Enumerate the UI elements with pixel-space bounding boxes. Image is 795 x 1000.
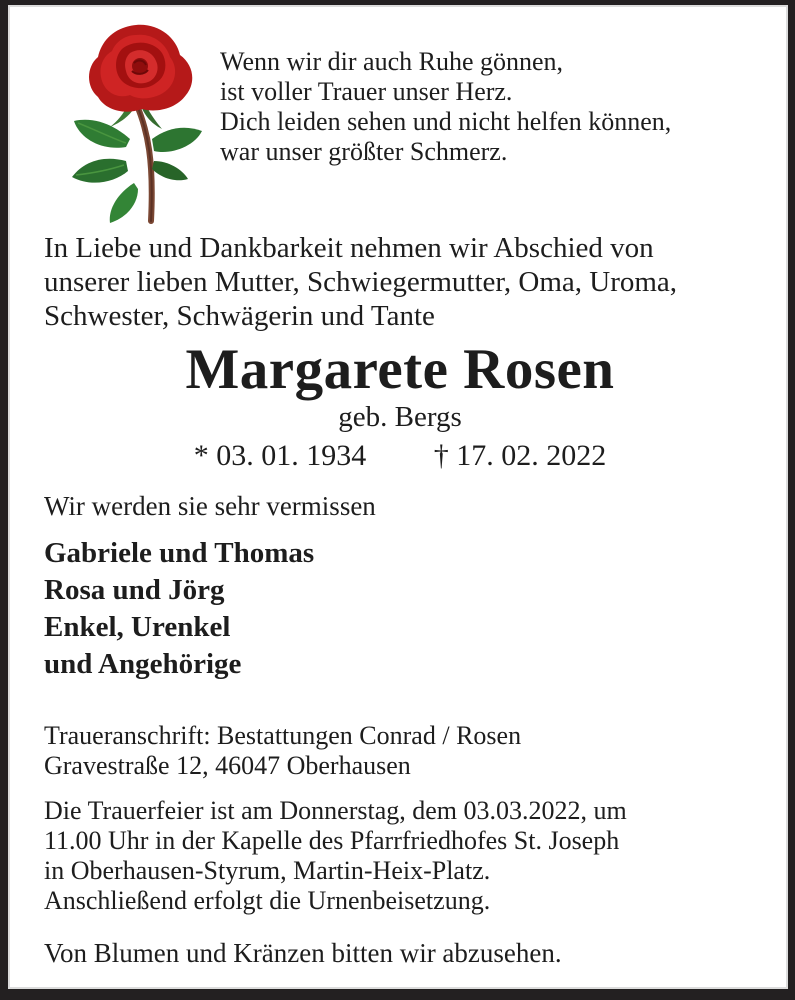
memorial-poem — [220, 7, 756, 167]
address-line: Gravestraße 12, 46047 Oberhausen — [44, 751, 411, 780]
mourners-list — [44, 535, 756, 683]
mourner-line: Rosa und Jörg — [44, 574, 225, 606]
mourner-line: Enkel, Urenkel — [44, 611, 231, 643]
funeral-service-details — [44, 796, 756, 916]
intro-line: unserer lieben Mutter, Schwiegermutter, Oma, Uroma, — [44, 266, 678, 298]
birth-date: * 03. 01. 1934 — [193, 439, 367, 472]
service-line: Die Trauerfeier ist am Donnerstag, dem 03.03.2022, um — [44, 796, 627, 825]
poem-line: ist voller Trauer unser Herz. — [220, 77, 513, 106]
address-line: Traueranschrift: Bestattungen Conrad / Rosen — [44, 721, 522, 750]
life-dates — [44, 438, 756, 474]
deceased-name: Margarete Rosen — [185, 338, 615, 401]
poem-line: Wenn wir dir auch Ruhe gönnen, — [220, 47, 564, 76]
farewell-line: Wir werden sie sehr vermissen — [44, 491, 376, 521]
flowers-note: Von Blumen und Kränzen bitten wir abzusehen. — [44, 938, 562, 968]
service-line: 11.00 Uhr in der Kapelle des Pfarrfriedhofes St. Joseph — [44, 826, 620, 855]
rose-stem — [136, 103, 152, 221]
mourning-address — [44, 721, 756, 781]
farewell-intro — [44, 231, 756, 333]
death-date: † 17. 02. 2022 — [433, 439, 607, 472]
mourner-line: Gabriele und Thomas — [44, 537, 315, 569]
maiden-name: geb. Bergs — [338, 401, 462, 433]
rose-leaf-lower-right — [152, 161, 188, 180]
header-section — [44, 7, 756, 225]
intro-line: In Liebe und Dankbarkeit nehmen wir Abschied von — [44, 232, 654, 264]
poem-line: war unser größter Schmerz. — [220, 137, 508, 166]
service-line: Anschließend erfolgt die Urnenbeisetzung. — [44, 886, 491, 915]
obituary-inner-frame — [8, 5, 788, 989]
service-line: in Oberhausen-Styrum, Martin-Heix-Platz. — [44, 856, 491, 885]
intro-line: Schwester, Schwägerin und Tante — [44, 300, 435, 332]
rose-leaf-right — [152, 128, 202, 152]
mourner-line: und Angehörige — [44, 648, 242, 680]
red-rose-image — [58, 19, 220, 225]
rose-leaf-lower-left — [110, 183, 138, 223]
poem-line: Dich leiden sehen und nicht helfen können, — [220, 107, 672, 136]
